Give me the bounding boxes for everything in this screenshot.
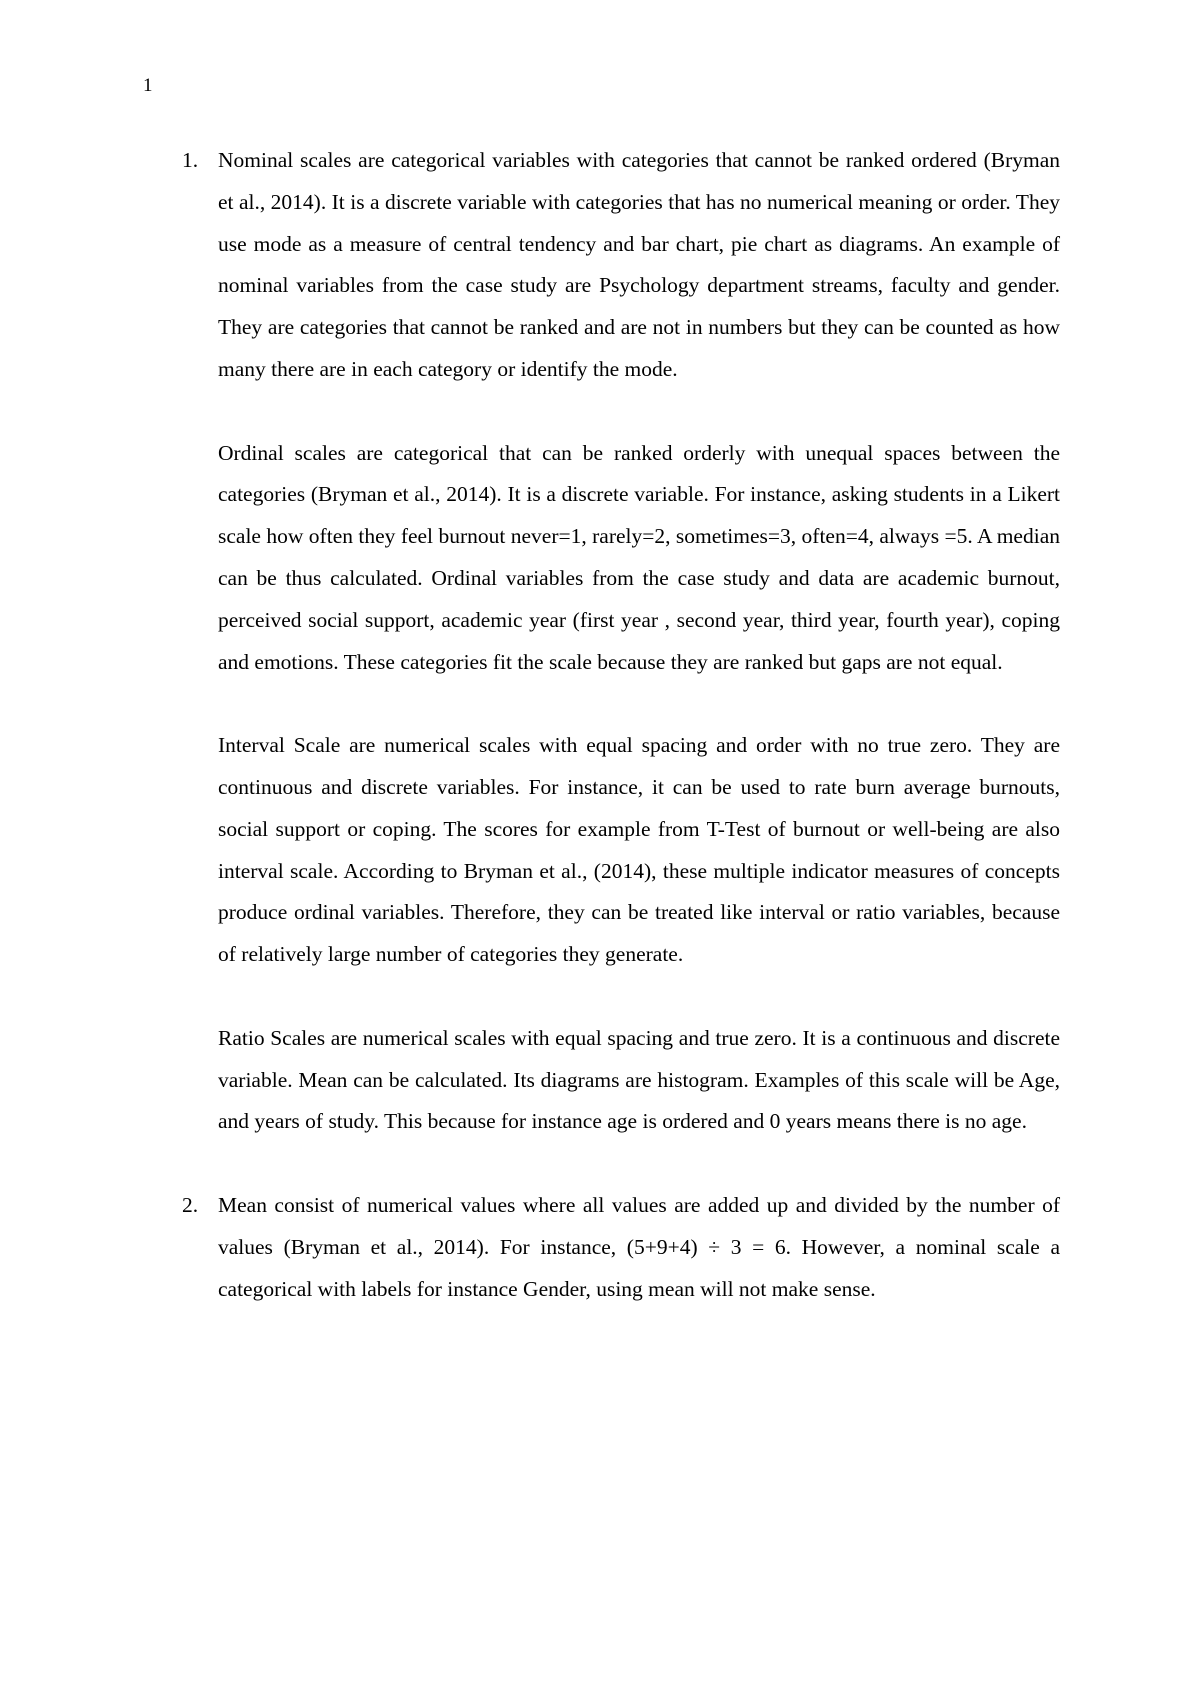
list-item-1 [182, 140, 1060, 1143]
page-number: 1 [143, 75, 153, 96]
list-item-number: 2. [182, 1192, 199, 1217]
paragraph-interval-scale: Interval Scale are numerical scales with equal spacing and order with no true zero. They are continuous and discrete variables. For instance, it can be used to rate burn average burnouts, social support or coping. The scores for example from T-Test of burnout or well-being are also interval scale. According to Bryman et al., (2014), these multiple indicator measures of concepts produce ordinal variables. Therefore, they can be treated like interval or ratio variables, because of relatively large number of categories they generate. [218, 733, 1060, 967]
paragraph-mean: Mean consist of numerical values where all values are added up and divided by the number of values (Bryman et al., 2014). For instance, (5+9+4) ÷ 3 = 6. However, a nominal scale a categorical with labels for instance Gender, using mean will not make sense. [218, 1192, 1060, 1301]
paragraph-nominal-scales: Nominal scales are categorical variables with categories that cannot be ranked ordered (Bryman et al., 2014). It is a discrete variable with categories that has no numerical meaning or order. They use mode as a measure of central tendency and bar chart, pie chart as diagrams. An example of nominal variables from the case study are Psychology department streams, faculty and gender. They are categories that cannot be ranked and are not in numbers but they can be counted as how many there are in each category or identify the mode. [218, 148, 1060, 381]
list-item-2 [182, 1185, 1060, 1310]
paragraph-ordinal-scales: Ordinal scales are categorical that can be ranked orderly with unequal spaces between the categories (Bryman et al., 2014). It is a discrete variable. For instance, asking students in a Likert scale how often they feel burnout never=1, rarely=2, sometimes=3, often=4, always =5. A median can be thus calculated. Ordinal variables from the case study and data are academic burnout, perceived social support, academic year (first year , second year, third year, fourth year), coping and emotions. These categories fit the scale because they are ranked but gaps are not equal. [218, 440, 1060, 674]
paragraph-ratio-scales: Ratio Scales are numerical scales with equal spacing and true zero. It is a continuous and discrete variable. Mean can be calculated. Its diagrams are histogram. Examples of this scale will be Age, and years of study. This because for instance age is ordered and 0 years means there is no age. [218, 1025, 1060, 1134]
list-item-number: 1. [182, 148, 199, 172]
document-body [182, 140, 1060, 1352]
